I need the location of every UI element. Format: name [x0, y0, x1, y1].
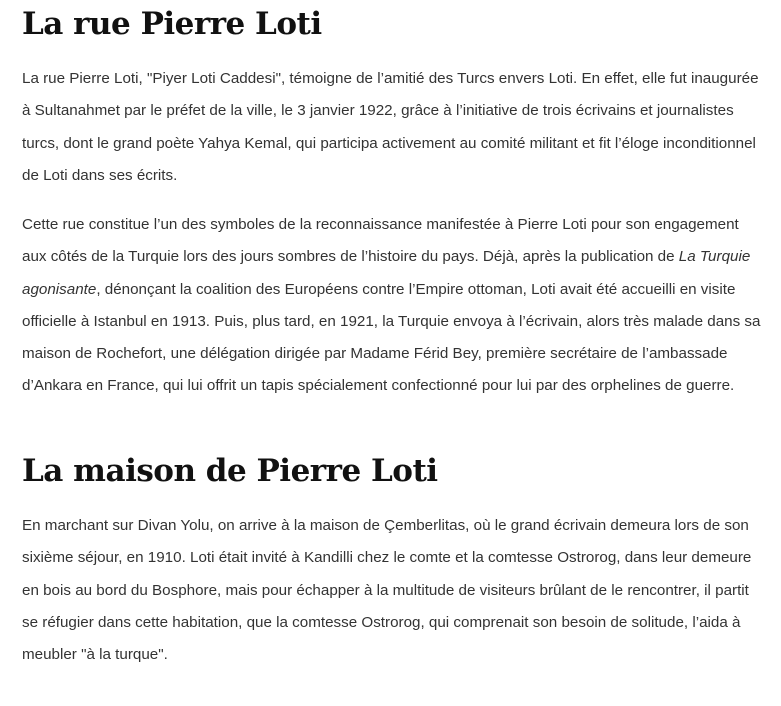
paragraph-text-after: , dénonçant la coalition des Européens contre l’Empire ottoman, Loti avait été accueilli en visite officielle à Istanbul en 1913. Puis, plus tard, en 1921, la Turquie envoya à l’écrivain, alors très malade dans sa maison de Rochefort, une délégation dirigée par Madame Férid Bey, première secrétaire de l’ambassade d’Ankara en France, qui lui offrit un tapis spécialement confectionné pour lui par des orphelines de guerre. — [22, 280, 761, 395]
paragraph-text-before: Cette rue constitue l’un des symboles de la reconnaissance manifestée à Pierre Loti pour son engagement aux côtés de la Turquie lors des jours sombres de l’histoire du pays. Déjà, après la publication de — [22, 216, 739, 266]
paragraph-rue-intro: La rue Pierre Loti, "Piyer Loti Caddesi", témoigne de l’amitié des Turcs envers Loti. En effet, elle fut inaugurée à Sultanahmet par le préfet de la ville, le 3 janvier 1922, grâce à l’initiative de trois écrivains et journalistes turcs, dont le grand poète Yahya Kemal, qui participa activement au comité militant et fit l’éloge inconditionnel de Loti dans ses écrits. — [22, 70, 759, 184]
section-heading-rue-pierre-loti: La rue Pierre Loti — [22, 6, 322, 42]
section-heading-maison-pierre-loti: La maison de Pierre Loti — [22, 453, 438, 489]
paragraph-maison-intro: En marchant sur Divan Yolu, on arrive à la maison de Çemberlitas, où le grand écrivain demeura lors de son sixième séjour, en 1910. Loti était invité à Kandilli chez le comte et la comtesse Ostrorog, dans leur demeure en bois au bord du Bosphore, mais pour échapper à la multitude de visiteurs brûlant de le rencontrer, il partit se réfugier dans cette habitation, que la comtesse Ostrorog, qui comprenait son besoin de solitude, l’aida à meubler "à la turque". — [22, 517, 752, 664]
book-title-italic: La Turquie agonisante — [22, 248, 751, 298]
paragraph-rue-symbol — [22, 209, 767, 403]
